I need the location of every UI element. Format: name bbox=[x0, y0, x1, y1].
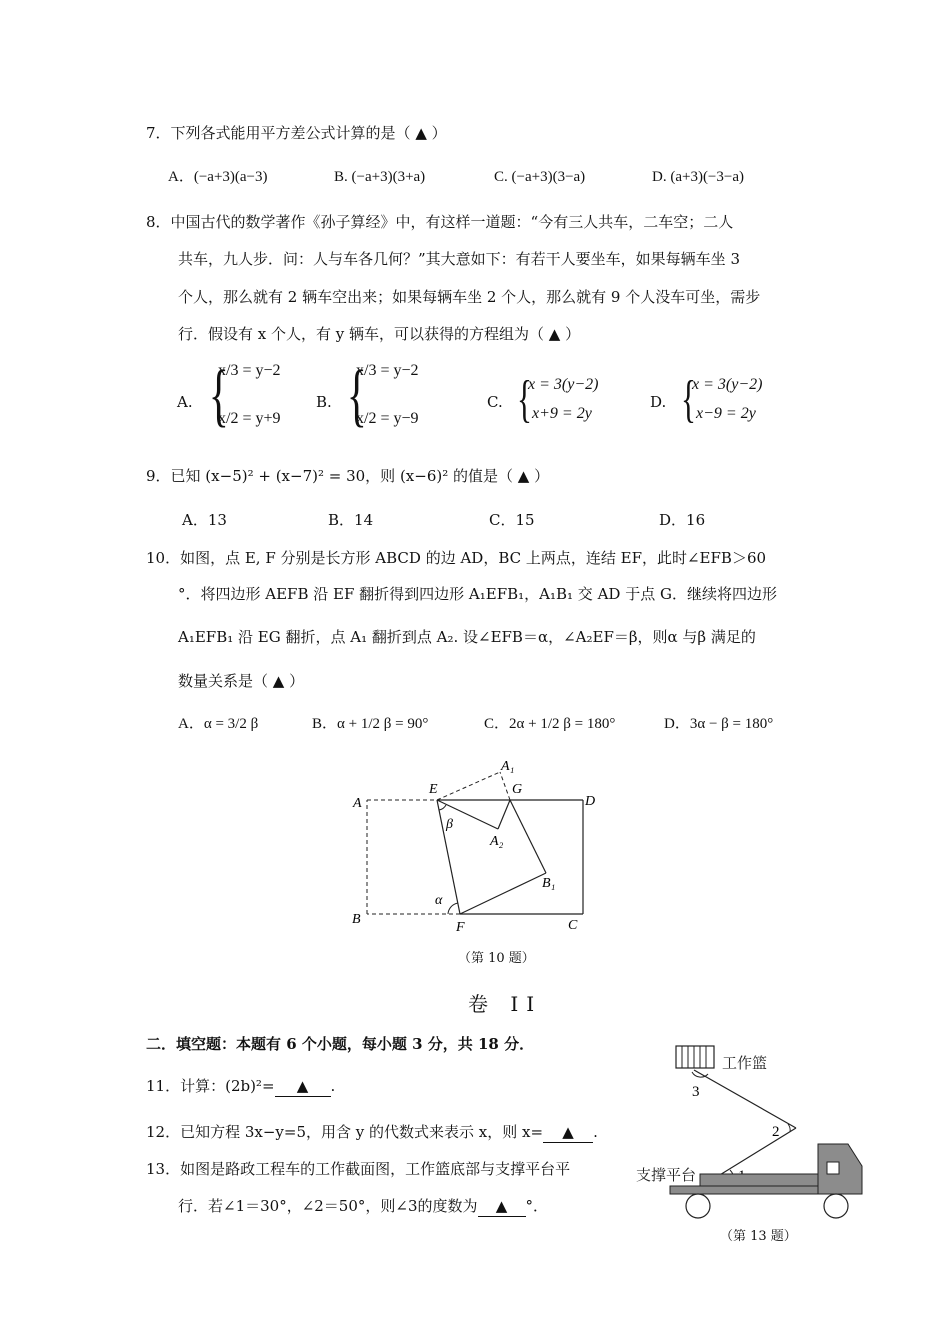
label-a1: A₁ bbox=[501, 759, 515, 774]
q10-line-3: A₁EFB₁ 沿 EG 翻折，点 A₁ 翻折到点 A₂. 设∠EFB＝α，∠A₂EF＝β，则α 与β 满足的 bbox=[178, 628, 756, 646]
label-g: G bbox=[512, 782, 523, 797]
chassis bbox=[670, 1186, 818, 1194]
arc-alpha bbox=[448, 903, 458, 914]
label-a: A bbox=[353, 796, 362, 811]
label-e: E bbox=[429, 782, 438, 797]
q7-option-c: C. (−a+3)(3−a) bbox=[494, 169, 586, 185]
q8-option-a-eq2: x/2 = y+9 bbox=[218, 410, 281, 427]
q13-line-1: 13．如图是路政工程车的工作截面图，工作篮底部与支撑平台平 bbox=[146, 1160, 571, 1178]
q13-text: 行．若∠1＝30°，∠2＝50°，则∠3的度数为 bbox=[178, 1197, 478, 1215]
q12-end: . bbox=[593, 1123, 598, 1141]
q10-line-4: 数量关系是（ ▲ ） bbox=[178, 672, 305, 690]
label-b1: B₁ bbox=[542, 876, 556, 891]
q9-option-d: D．16 bbox=[659, 511, 706, 529]
label-basket: 工作篮 bbox=[722, 1054, 768, 1072]
section-2-title: 卷 II bbox=[468, 992, 543, 1016]
q10-option-d: D．3α − β = 180° bbox=[664, 716, 774, 732]
q8-option-c-brace: { bbox=[516, 371, 532, 428]
label-c: C bbox=[568, 918, 578, 933]
q9-stem: 9．已知 (x−5)² + (x−7)² = 30，则 (x−6)² 的值是（ ▲ ） bbox=[146, 467, 550, 485]
q10-caption: （第 10 题） bbox=[458, 951, 535, 966]
arc-2 bbox=[788, 1124, 790, 1132]
segment-b1g bbox=[510, 800, 546, 873]
basket-icon bbox=[676, 1046, 714, 1068]
arm-lower bbox=[710, 1128, 796, 1181]
q7-option-d: D. (a+3)(−3−a) bbox=[652, 169, 745, 185]
q9-option-a: A．13 bbox=[182, 511, 227, 529]
q8-line-1: 8．中国古代的数学著作《孙子算经》中，有这样一道题：“今有三人共车，二车空；二人 bbox=[146, 213, 734, 231]
q8-line-4: 行．假设有 x 个人，有 y 辆车，可以获得的方程组为（ ▲ ） bbox=[178, 325, 581, 343]
q13-blank: ▲ bbox=[478, 1196, 526, 1217]
q8-option-b-eq1: x/3 = y−2 bbox=[356, 362, 419, 379]
section-2-heading: 二．填空题：本题有 6 个小题，每小题 3 分，共 18 分． bbox=[146, 1035, 535, 1053]
q10-option-c: C．2α + 1/2 β = 180° bbox=[484, 716, 616, 732]
q8-line-2: 共车，九人步．问：人与车各几何？”其大意如下：有若干人要坐车，如果每辆车坐 3 bbox=[178, 250, 740, 268]
label-b: B bbox=[352, 912, 361, 927]
q9-option-b: B．14 bbox=[328, 511, 374, 529]
q8-option-a-eq1: x/3 = y−2 bbox=[218, 362, 281, 379]
label-angle-3: 3 bbox=[692, 1084, 700, 1100]
q8-option-c-eq2: x+9 = 2y bbox=[532, 405, 592, 422]
q7-option-a: A．(−a+3)(a−3) bbox=[168, 169, 268, 185]
q13-end: °． bbox=[525, 1197, 549, 1215]
label-f: F bbox=[456, 920, 465, 935]
wheel-rear bbox=[686, 1194, 710, 1218]
q12 bbox=[146, 1122, 598, 1143]
q10-option-a: A．α = 3/2 β bbox=[178, 716, 259, 732]
q12-text: 12．已知方程 3x−y=5，用含 y 的代数式来表示 x，则 x= bbox=[146, 1123, 544, 1141]
q13-figure bbox=[630, 1040, 870, 1225]
q8-option-b-label: B. bbox=[316, 393, 332, 411]
q8-line-3: 个人，那么就有 2 辆车空出来；如果每辆车坐 2 个人，那么就有 9 个人没车可坐，需步 bbox=[178, 288, 761, 306]
label-platform: 支撑平台 bbox=[636, 1166, 697, 1184]
segment-ea1 bbox=[437, 772, 500, 800]
q8-option-b-eq2: x/2 = y−9 bbox=[356, 410, 419, 427]
wheel-front bbox=[824, 1194, 848, 1218]
arm-upper bbox=[694, 1070, 796, 1128]
q8-option-d-eq1: x = 3(y−2) bbox=[692, 376, 763, 393]
cab bbox=[818, 1144, 862, 1194]
arc-beta bbox=[439, 805, 446, 810]
q10-figure bbox=[340, 755, 620, 940]
cab-window bbox=[827, 1162, 839, 1174]
q11-end: . bbox=[330, 1077, 336, 1095]
segment-fb1 bbox=[460, 873, 546, 914]
q8-option-d-brace: { bbox=[680, 371, 696, 428]
q13-caption: （第 13 题） bbox=[720, 1229, 797, 1244]
q11 bbox=[146, 1076, 335, 1097]
label-d: D bbox=[585, 794, 596, 809]
q7-stem: 7．下列各式能用平方差公式计算的是（ ▲ ） bbox=[146, 124, 447, 142]
q8-option-a-brace: { bbox=[208, 357, 229, 434]
label-angle-2: 2 bbox=[772, 1124, 780, 1140]
label-alpha: α bbox=[435, 893, 443, 908]
q12-blank: ▲ bbox=[543, 1122, 593, 1143]
q8-option-a-label: A. bbox=[177, 393, 193, 411]
segment-ga1 bbox=[500, 772, 510, 800]
label-beta: β bbox=[446, 817, 453, 832]
platform bbox=[700, 1174, 818, 1186]
q8-option-d-eq2: x−9 = 2y bbox=[696, 405, 756, 422]
q8-option-d-label: D. bbox=[650, 393, 667, 411]
segment-a2g bbox=[498, 800, 510, 829]
label-a2: A₂ bbox=[490, 834, 504, 849]
q10-line-1: 10．如图，点 E, F 分别是长方形 ABCD 的边 AD，BC 上两点，连结 EF，此时∠EFB＞60 bbox=[146, 549, 767, 567]
q7-option-b: B. (−a+3)(3+a) bbox=[334, 169, 426, 185]
q8-option-b-brace: { bbox=[346, 357, 367, 434]
q11-text: 11．计算：(2b)²= bbox=[146, 1077, 275, 1095]
q9-option-c: C．15 bbox=[489, 511, 535, 529]
q13-line-2 bbox=[178, 1196, 548, 1217]
q8-option-c-label: C. bbox=[487, 393, 503, 411]
q10-option-b: B．α + 1/2 β = 90° bbox=[312, 716, 429, 732]
q10-line-2: °．将四边形 AEFB 沿 EF 翻折得到四边形 A₁EFB₁，A₁B₁ 交 AD 于点 G．继续将四边形 bbox=[178, 585, 777, 603]
q11-blank: ▲ bbox=[275, 1076, 331, 1097]
q8-option-c-eq1: x = 3(y−2) bbox=[528, 376, 599, 393]
